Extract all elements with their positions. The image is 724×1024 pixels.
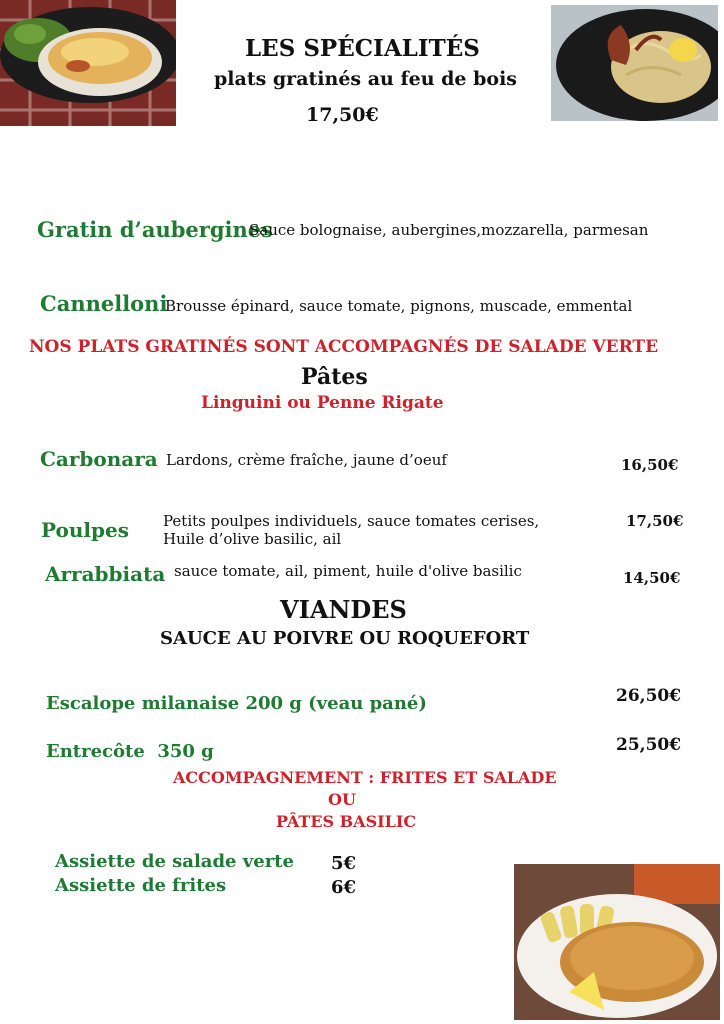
accompaniment-line: PÂTES BASILIC xyxy=(276,812,417,831)
dish-description: Petits poulpes individuels, sauce tomates cerises, xyxy=(163,512,540,530)
dish-name: Carbonara xyxy=(40,447,158,471)
dish-name: Poulpes xyxy=(41,518,129,542)
dish-price: 14,50€ xyxy=(623,569,681,587)
dish-description: Lardons, crème fraîche, jaune d’oeuf xyxy=(166,451,447,469)
dish-description: Huile d’olive basilic, ail xyxy=(163,530,342,548)
page-subtitle: plats gratinés au feu de bois xyxy=(214,68,518,90)
section-title-viandes: VIANDES xyxy=(280,595,407,624)
dish-description: sauce tomate, ail, piment, huile d'olive basilic xyxy=(174,562,522,580)
section-title-pates: Pâtes xyxy=(301,364,368,390)
page-title: LES SPÉCIALITÉS xyxy=(245,35,480,62)
section-subtitle-viandes: SAUCE AU POIVRE OU ROQUEFORT xyxy=(160,628,530,649)
dish-name: Escalope milanaise 200 g (veau pané) xyxy=(46,693,427,714)
side-name: Assiette de salade verte xyxy=(55,851,294,872)
header-price: 17,50€ xyxy=(306,104,379,126)
section-subtitle-pates: Linguini ou Penne Rigate xyxy=(201,393,444,413)
gratin-photo xyxy=(0,0,176,126)
seafood-pasta-photo xyxy=(551,5,718,121)
dish-price: 25,50€ xyxy=(616,735,682,755)
side-price: 6€ xyxy=(331,877,357,898)
dish-description: Sauce bolognaise, aubergines,mozzarella, parmesan xyxy=(249,221,649,239)
gratins-note: NOS PLATS GRATINÉS SONT ACCOMPAGNÉS DE SALADE VERTE xyxy=(29,337,659,357)
dish-price: 16,50€ xyxy=(621,456,679,474)
dish-name: Gratin d’aubergines xyxy=(37,217,273,242)
escalope-photo xyxy=(514,864,720,1020)
side-price: 5€ xyxy=(331,853,357,874)
dish-price: 26,50€ xyxy=(616,686,682,706)
dish-price: 17,50€ xyxy=(626,512,684,530)
dish-name: Arrabbiata xyxy=(45,562,166,586)
dish-description: Brousse épinard, sauce tomate, pignons, muscade, emmental xyxy=(165,297,633,315)
dish-name: Cannelloni xyxy=(40,291,168,316)
accompaniment-line: ACCOMPAGNEMENT : FRITES ET SALADE xyxy=(173,768,557,787)
dish-name: Entrecôte 350 g xyxy=(46,741,214,762)
accompaniment-line: OU xyxy=(328,790,356,809)
side-name: Assiette de frites xyxy=(55,875,227,896)
